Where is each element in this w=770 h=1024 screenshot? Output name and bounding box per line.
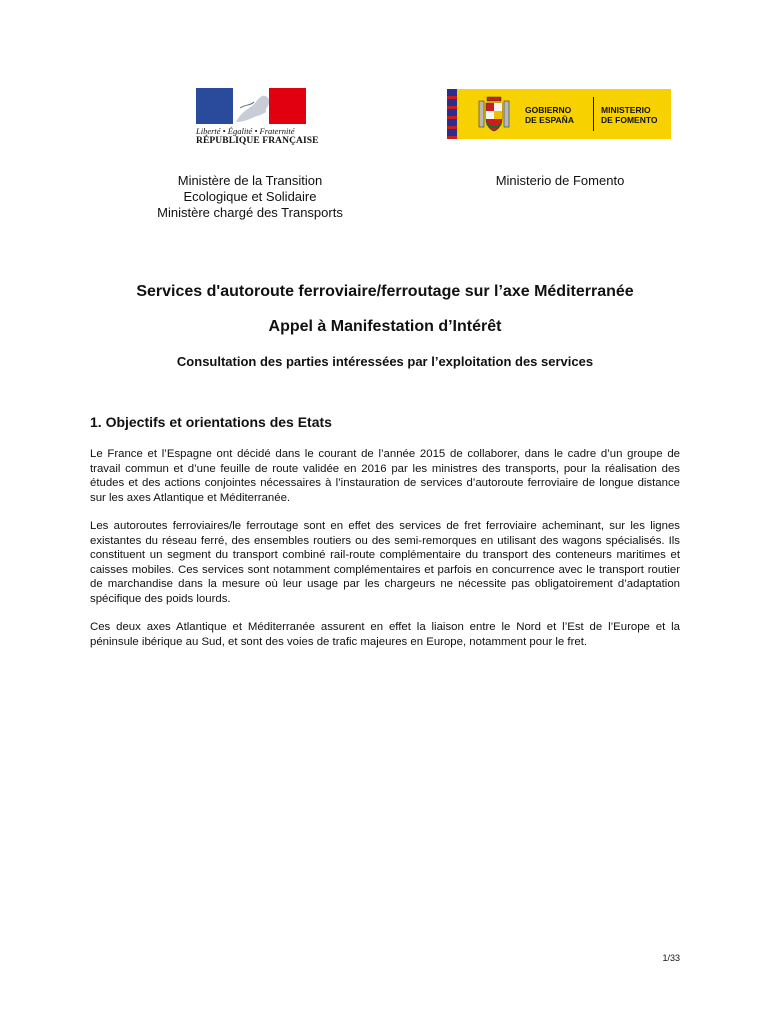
paragraph-3: Ces deux axes Atlantique et Méditerranée assurent en effet la liaison entre le Nord et l’Est de l’Europe et la péninsule ibérique au Sud, et sont des voies de trafic majeures en Europe, notamment pour le fret. <box>90 621 680 648</box>
ministere-france: Ministère de la Transition Ecologique et Solidaire Ministère chargé des Transports <box>157 173 343 220</box>
republic-motto: Liberté • Égalité • Fraternité <box>196 126 295 136</box>
gobierno-espana-logo <box>447 89 671 139</box>
ministerio-espana: Ministerio de Fomento <box>495 173 625 188</box>
paragraph-1: Le France et l’Espagne ont décidé dans le courant de l’année 2015 de collaborer, dans le cadre d’un groupe de travail commun et d’une feuille de route validée en 2016 par les ministres des transports, pour la réalisation des études et des actions conjointes nécessaires à l’instauration de services d’autoroute ferroviaire de longue distance sur les axes Atlantique et Méditerranée. <box>90 448 680 504</box>
paragraph-2: Les autoroutes ferroviaires/le ferroutage sont en effet des services de fret ferroviaire acheminant, sur les lignes existantes du réseau ferré, des ensembles routiers ou des semi-remorques en utilisant des wagons spécialisés. Ils constituent un segment du transport combiné rail-route complémentaire du transport des conteneurs maritimes et caisses mobiles. Ces services sont notamment complémentaires et parfois en concurrence avec le transport routier de marchandise dans la mesure où leur usage par les chargeurs ne nécessite pas obligatoirement d’adaptation spécifique des poids lourds. <box>90 520 680 605</box>
gobierno-text: GOBIERNO DE ESPAÑA <box>525 105 574 125</box>
consultation-heading: Consultation des parties intéressées par l’exploitation des services <box>176 354 594 369</box>
ministerio-text: MINISTERIO DE FOMENTO <box>601 105 658 125</box>
eu-stripe-icon <box>447 89 457 139</box>
republique-francaise-logo <box>196 88 319 150</box>
coat-of-arms-icon <box>477 95 511 133</box>
document-title: Services d'autoroute ferroviaire/ferroutage sur l’axe Méditerranée <box>136 283 634 300</box>
section-heading: 1. Objectifs et orientations des Etats <box>90 414 332 430</box>
marianne-flag-icon <box>196 88 306 124</box>
page-number: 1/33 <box>662 953 680 963</box>
document-subtitle: Appel à Manifestation d’Intérêt <box>268 318 502 335</box>
republic-name: RÉPUBLIQUE FRANÇAISE <box>196 136 319 146</box>
